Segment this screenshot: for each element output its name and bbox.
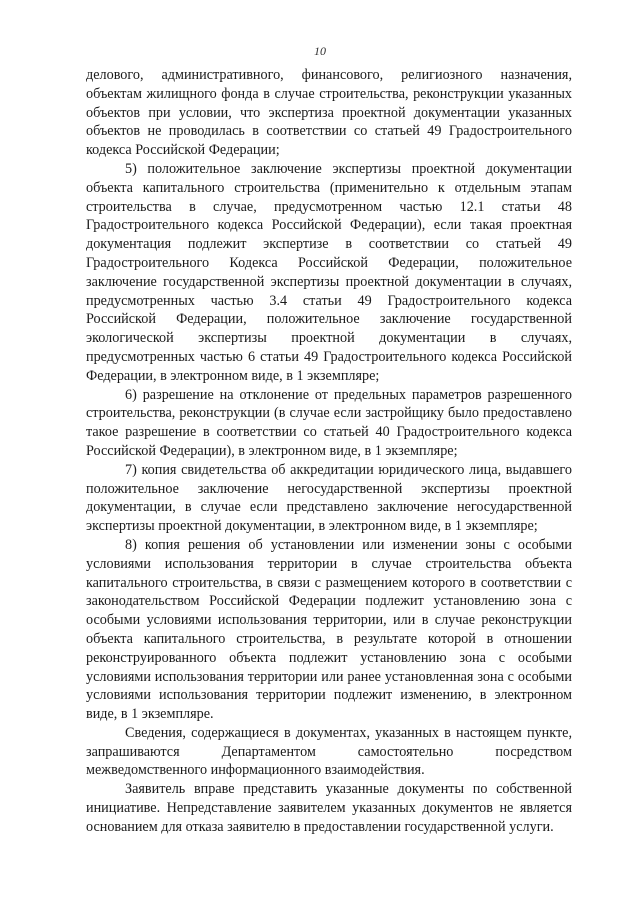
paragraph-item-7: 7) копия свидетельства об аккредитации юридического лица, выдавшего положительное заключение негосударственной экспертизы проектной документации, в случае если представлено заключение негосударственной экспертизы проектной документации, в электронном виде, в 1 экземпляре; [86,461,572,535]
page-number: 10 [314,44,326,58]
paragraph-applicant-right: Заявитель вправе представить указанные документы по собственной инициативе. Непредставление заявителем указанных документов не является основанием для отказа заявителю в предоставлении государственной услуги. [86,781,572,835]
paragraph-interagency-note: Сведения, содержащиеся в документах, указанных в настоящем пункте, запрашиваются Департаментом самостоятельно посредством межведомственного информационного взаимодействия. [86,724,572,779]
paragraph-continuation: делового, административного, финансового, религиозного назначения, объектам жилищного фонда в случае строительства, реконструкции указанных объектов при условии, что экспертиза проектной документации указанных объектов не проводилась в соответствии со статьей 49 Градостроительного кодекса Российской Федерации; [86,67,572,159]
paragraph-item-8: 8) копия решения об установлении или изменении зоны с особыми условиями использования территории в случае строительства объекта капитального строительства, в связи с размещением которого в соответствии с законодательством Российской Федерации подлежит установлению зона с особыми условиями использования территории, или в случае реконструкции объекта капитального строительства, в результате которой в отношении реконструированного объекта подлежит установлению зона с особыми условиями использования территории или ранее установленная зона с особыми условиями использования территории подлежит изменению, в электронном виде, в 1 экземпляре. [86,536,572,723]
document-body [86,66,572,837]
paragraph-item-5: 5) положительное заключение экспертизы проектной документации объекта капитального строительства (применительно к отдельным этапам строительства в случае, предусмотренном частью 12.1 статьи 48 Градостроительного кодекса Российской Федерации), если такая проектная документация подлежит экспертизе в соответствии со статьей 49 Градостроительного Кодекса Российской Федерации, положительное заключение государственной экспертизы проектной документации в случаях, предусмотренных частью 3.4 статьи 49 Градостроительного кодекса Российской Федерации, положительное заключение государственной экологической экспертизы проектной документации в случаях, предусмотренных частью 6 статьи 49 Градостроительного кодекса Российской Федерации, в электронном виде, в 1 экземпляре; [86,160,572,384]
paragraph-item-6: 6) разрешение на отклонение от предельных параметров разрешенного строительства, реконструкции (в случае если застройщику было предоставлено такое разрешение в соответствии со статьей 40 Градостроительного кодекса Российской Федерации), в электронном виде, в 1 экземпляре; [86,386,572,459]
